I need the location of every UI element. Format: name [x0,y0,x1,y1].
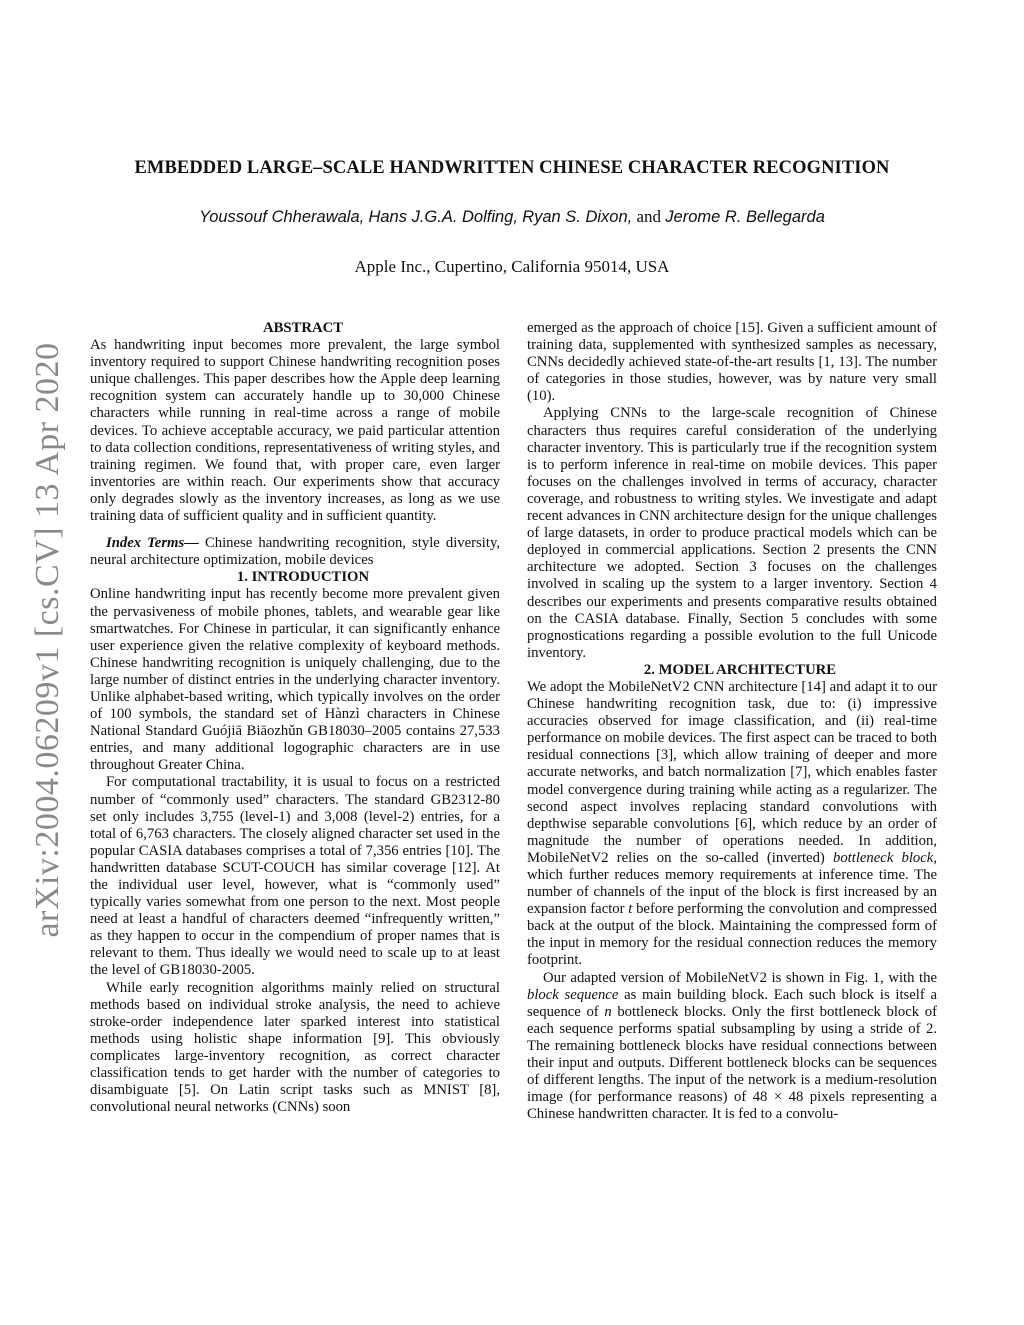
left-column [90,320,500,1116]
index-terms-text: Chinese handwriting recognition, style diversity, neural architecture optimization, mobile devices [90,535,501,569]
index-terms-label: Index Terms— [106,535,199,552]
author-conjunction: and [636,207,662,226]
intro-paragraph-5: Applying CNNs to the large-scale recognition of Chinese characters thus requires careful consideration of the underlying character inventory. This is particularly true if the recognition system is to perform inference in real-time on mobile devices. This paper focuses on the challenges involved in terms of accuracy, character coverage, and robustness to writing styles. We investigate and adapt recent advances in CNN architecture design for the unique challenges of large datasets, in order to produce practical models which can be deployed in commercial applications. Section 2 presents the CNN architecture we adopted. Section 3 focuses on the challenges involved in scaling up the system to a larger inventory. Section 4 describes our experiments and presents comparative results obtained on the CASIA database. Finally, Section 5 concludes with some prognostications regarding a possible evolution to the full Unicode inventory. [527,405,937,661]
input-dimension: 48 × 48 [752,1089,804,1106]
arch-p2-part-b: as main building block. Each such block is itself a sequence of [527,986,937,1020]
block-sequence-term: block sequence [527,986,619,1003]
introduction-heading: 1. INTRODUCTION [236,569,370,586]
arch-p1-part-a: We adopt the MobileNetV2 CNN architecture [14] and adapt it to our Chinese handwriting recognition task, due to: (i) impressive accuracies observed for image classification, and (ii) real-time performance on mobile devices. The first aspect can be traced to both residual connections [3], which allow training of deeper and more accurate networks, and batch normalization [7], which enables faster model convergence during training while acting as a regularizer. The second aspect involves replacing standard convolutions with depthwise separable convolutions [6], which reduce by an order of magnitude the number of operations needed. In addition, MobileNetV2 relies on the so-called (inverted) [527,678,937,866]
arxiv-identifier: arXiv:2004.06209v1 [cs.CV] 13 Apr 2020 [29,342,66,938]
bottleneck-block-term: bottleneck block [832,849,934,866]
paper-title: EMBEDDED LARGE–SCALE HANDWRITTEN CHINESE CHARACTER RECOGNITION [134,158,890,178]
author-dixon: Ryan S. Dixon, [522,208,633,226]
model-architecture-heading: 2. MODEL ARCHITECTURE [643,661,837,678]
intro-paragraph-4: emerged as the approach of choice [15]. Given a sufficient amount of training data, supplemented with synthesized samples as necessary, CNNs decidedly achieved state-of-the-art results [1, 13]. The number of categories in those studies, however, was by nature very small (10). [527,320,937,405]
author-list [0,207,1024,227]
abstract-text: As handwriting input becomes more prevalent, the large symbol inventory required to support Chinese handwriting recognition poses unique challenges. This paper describes how the Apple deep learning recognition system can accurately handle up to 30,000 Chinese characters while running in real-time across a range of mobile devices. To achieve acceptable accuracy, we paid particular attention to data collection conditions, representativeness of writing styles, and training regimen. We found that, with proper care, even larger inventories are within reach. Our experiments show that accuracy only degrades slowly as the inventory increases, as long as we use training data of sufficient quality and in sufficient quantity. [90,337,500,525]
arch-p2-part-a: Our adapted version of MobileNetV2 is shown in Fig. 1, with the [543,969,937,986]
abstract-heading: ABSTRACT [263,320,343,336]
index-terms [90,535,500,569]
intro-paragraph-3: While early recognition algorithms mainly relied on structural methods based on individual stroke analysis, the need to achieve stroke-order independence later sparked interest into statistical methods using holistic shape information [9]. This obviously complicates large-inventory recognition, as correct character classification tends to get harder with the number of categories to disambiguate [5]. On Latin script tasks such as MNIST [8], convolutional neural networks (CNNs) soon [90,979,500,1116]
arch-p2-part-c: bottleneck blocks. Only the first bottleneck block of each sequence performs spatial subsampling by using a stride of 2. The remaining bottleneck blocks have residual connections between their input and outputs. Different bottleneck blocks can be sequences of different lengths. The input of the network is a medium-resolution image (for performance reasons) of [527,1003,937,1106]
intro-paragraph-1: Online handwriting input has recently become more prevalent given the pervasiveness of mobile phones, tablets, and wearable gear like smartwatches. For Chinese in particular, it can significantly enhance user experience given the relative complexity of keyboard methods. Chinese handwriting recognition is uniquely challenging, due to the large number of distinct entries in the underlying character inventory. Unlike alphabet-based writing, which typically involves on the order of 100 symbols, the standard set of Hànzì characters in Chinese National Standard Guójiā Biāozhǔn GB18030–2005 contains 27,533 entries, and many additional logographic characters are in use throughout Greater China. [90,586,500,774]
right-column [527,320,937,1123]
author-bellegarda: Jerome R. Bellegarda [665,208,825,226]
intro-paragraph-2: For computational tractability, it is usual to focus on a restricted number of “commonly used” characters. The standard GB2312-80 set only includes 3,755 (level-1) and 3,008 (level-2) entries, for a total of 6,763 characters. The closely aligned character set used in the popular CASIA databases comprises a total of 7,356 entries [10]. The handwritten database SCUT-COUCH has similar coverage [12]. At the individual user level, however, what is “commonly used” typically varies somewhat from one person to the next. Most people need at least a handful of characters deemed “infrequently written,” as they happen to occur in the compendium of proper names that is relevant to them. Thus ideally we would need to scale up to at least the level of GB18030-2005. [90,774,500,979]
arch-p2-part-d: pixels representing a Chinese handwritten character. It is fed to a convolu- [527,1089,937,1123]
arch-p1-part-c: before performing the convolution and compressed back at the output of the block. Maintaining the compressed form of the input in memory for the residual connection reduces the memory footprint. [527,901,937,969]
arch-paragraph-2 [527,970,937,1124]
author-chherawala: Youssouf Chherawala, [199,208,365,226]
sequence-length-symbol: n [604,1003,612,1020]
arch-p1-part-b: , which further reduces memory requirements at inference time. The number of channels of the input of the block is first increased by an expansion factor [527,849,937,918]
author-dolfing: Hans J.G.A. Dolfing, [368,208,518,226]
arch-paragraph-1 [527,679,937,970]
expansion-factor-symbol: t [628,901,633,918]
affiliation: Apple Inc., Cupertino, California 95014, USA [354,257,670,276]
